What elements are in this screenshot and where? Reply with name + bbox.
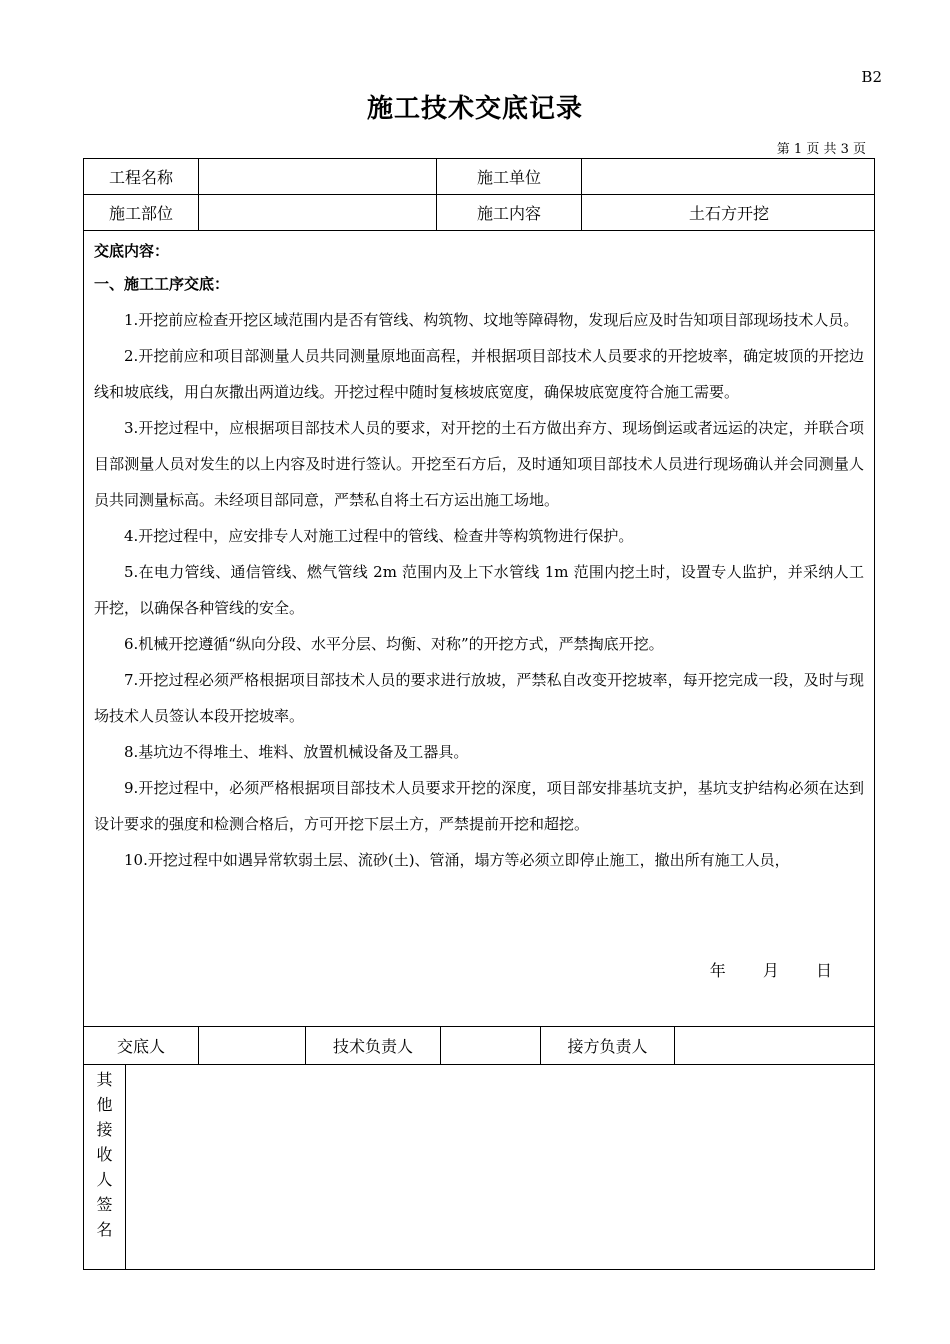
- other-receivers-label: [84, 1065, 126, 1269]
- presenter-label: 交底人: [84, 1027, 199, 1064]
- label-char: 签: [96, 1195, 113, 1214]
- procedure-item: 9.开挖过程中，必须严格根据项目部技术人员要求开挖的深度，项目部安排基坑支护，基坑支护结构必须在达到设计要求的强度和检测合格后，方可开挖下层土方，严禁提前开挖和超挖。: [94, 779, 864, 833]
- other-receivers-signature-area[interactable]: [126, 1065, 874, 1269]
- label-char: 他: [96, 1095, 113, 1114]
- tech-lead-label: 技术负责人: [306, 1027, 441, 1064]
- procedure-item: 7.开挖过程必须严格根据项目部技术人员的要求进行放坡，严禁私自改变开挖坡率，每开挖完成一段，及时与现场技术人员签认本段开挖坡率。: [94, 671, 864, 725]
- tech-lead-signature-field[interactable]: [441, 1027, 541, 1064]
- procedure-item: 10.开挖过程中如遇异常软弱土层、流砂(土)、管涌，塌方等必须立即停止施工，撤出所有施工人员，: [124, 851, 790, 869]
- project-name-field[interactable]: [199, 159, 437, 194]
- label-char: 接: [96, 1120, 113, 1139]
- date-year: 年: [709, 961, 726, 980]
- construction-location-field[interactable]: [199, 195, 437, 230]
- signature-row: [84, 1027, 874, 1065]
- header-row-2: [84, 195, 874, 231]
- construction-unit-field[interactable]: [582, 159, 876, 194]
- document-code: B2: [861, 68, 882, 86]
- construction-content-field[interactable]: 土石方开挖: [688, 204, 769, 223]
- header-row-1: [84, 159, 874, 195]
- procedure-item: 4.开挖过程中，应安排专人对施工过程中的管线、检查井等构筑物进行保护。: [124, 527, 634, 545]
- label-char: 人: [96, 1170, 113, 1189]
- construction-content-label: 施工内容: [437, 195, 582, 230]
- page-number: 第 1 页 共 3 页: [776, 142, 866, 157]
- date-month: 月: [762, 961, 779, 980]
- procedure-item: 2.开挖前应和项目部测量人员共同测量原地面高程，并根据项目部技术人员要求的开挖坡率，确定坡顶的开挖边线和坡底线，用白灰撒出两道边线。开挖过程中随时复核坡底宽度，确保坡底宽度符合施工需要。: [94, 347, 864, 401]
- procedure-item: 5.在电力管线、通信管线、燃气管线 2m 范围内及上下水管线 1m 范围内挖土时，设置专人监护，并采纳人工开挖，以确保各种管线的安全。: [94, 563, 864, 617]
- briefing-content: [84, 231, 874, 1027]
- construction-location-label: 施工部位: [84, 195, 199, 230]
- procedure-item: 3.开挖过程中，应根据项目部技术人员的要求，对开挖的土石方做出弃方、现场倒运或者远运的决定，并联合项目部测量人员对发生的以上内容及时进行签认。开挖至石方后，及时通知项目部技术人员进行现场确认并会同测量人员共同测量标高。未经项目部同意，严禁私自将土石方运出施工场地。: [94, 419, 864, 509]
- label-char: 收: [96, 1145, 113, 1164]
- page-title: 施工技术交底记录: [366, 94, 583, 124]
- record-form: [83, 158, 875, 1270]
- label-char: 其: [96, 1070, 113, 1089]
- content-heading: 交底内容：: [94, 242, 170, 260]
- procedure-item: 1.开挖前应检查开挖区域范围内是否有管线、构筑物、坟地等障碍物，发现后应及时告知项目部现场技术人员。: [124, 311, 859, 329]
- label-char: 名: [96, 1220, 113, 1239]
- presenter-signature-field[interactable]: [199, 1027, 306, 1064]
- receiver-label: 接方负责人: [541, 1027, 675, 1064]
- construction-unit-label: 施工单位: [437, 159, 582, 194]
- date-line: [678, 958, 832, 981]
- other-receivers-section: [84, 1065, 874, 1269]
- procedure-item: 6.机械开挖遵循“纵向分段、水平分层、均衡、对称”的开挖方式，严禁掏底开挖。: [124, 635, 664, 653]
- procedure-item: 8.基坑边不得堆土、堆料、放置机械设备及工器具。: [124, 743, 469, 761]
- section-heading: 一、施工工序交底：: [94, 275, 230, 293]
- project-name-label: 工程名称: [84, 159, 199, 194]
- date-day: 日: [815, 961, 832, 980]
- receiver-signature-field[interactable]: [675, 1027, 876, 1064]
